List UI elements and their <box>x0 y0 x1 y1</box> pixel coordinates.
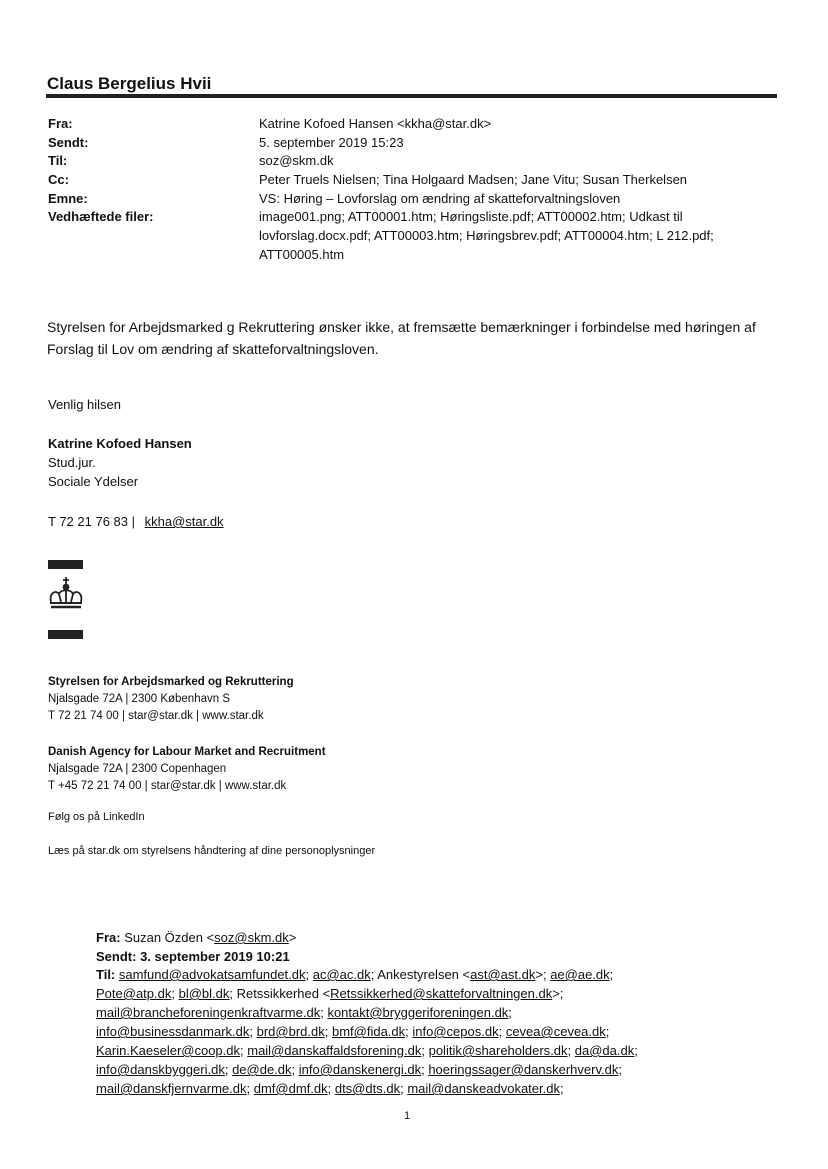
forwarded-to-label: Til: <box>96 967 119 982</box>
agency-contact-da: T 72 21 74 00 | star@star.dk | www.star.dk <box>48 710 264 722</box>
recipient-email-link[interactable]: info@cepos.dk <box>412 1024 499 1039</box>
recipient-email-link[interactable]: cevea@cevea.dk <box>505 1024 606 1039</box>
signature-title: Stud.jur. <box>48 455 96 470</box>
forwarded-to-line <box>96 1060 638 1079</box>
to-label: Til: <box>48 153 68 168</box>
forwarded-to-line <box>96 984 638 1003</box>
recipient-email-link[interactable]: mail@danskfjernvarme.dk <box>96 1081 247 1096</box>
forwarded-sent-label: Sendt: <box>96 949 137 964</box>
recipient-separator: ; <box>421 1062 429 1077</box>
logo-bar-bottom <box>48 630 83 639</box>
attachments-line-1: image001.png; ATT00001.htm; Høringsliste.pdf; ATT00002.htm; Udkast til <box>259 209 683 224</box>
cc-value: Peter Truels Nielsen; Tina Holgaard Madsen; Jane Vitu; Susan Therkelsen <box>259 172 688 187</box>
recipient-email-link[interactable]: samfund@advokatsamfundet.dk <box>118 967 306 982</box>
subject-label: Emne: <box>48 191 88 206</box>
recipient-separator: ; <box>508 1005 512 1020</box>
greeting: Venlig hilsen <box>48 397 121 412</box>
recipient-separator: ; Ankestyrelsen < <box>370 967 471 982</box>
from-value: Katrine Kofoed Hansen <kkha@star.dk> <box>259 116 492 131</box>
recipient-email-link[interactable]: Pote@atp.dk <box>96 986 172 1001</box>
recipient-separator: ; <box>324 1024 332 1039</box>
recipient-separator: >; <box>552 986 564 1001</box>
recipient-email-link[interactable]: ast@ast.dk <box>470 967 536 982</box>
signature-department: Sociale Ydelser <box>48 474 139 489</box>
recipient-email-link[interactable]: info@danskenergi.dk <box>298 1062 422 1077</box>
recipient-email-link[interactable]: info@businessdanmark.dk <box>96 1024 250 1039</box>
message-line-1: Styrelsen for Arbejdsmarked g Rekruttering ønsker ikke, at fremsætte bemærkninger i forbindelse med høringen af <box>47 319 756 335</box>
page-number: 1 <box>404 1110 411 1122</box>
forwarded-from-close: > <box>288 930 297 945</box>
agency-name-da: Styrelsen for Arbejdsmarked og Rekruttering <box>48 676 294 688</box>
recipient-separator: ; <box>567 1043 575 1058</box>
agency-address-da: Njalsgade 72A | 2300 København S <box>48 693 231 705</box>
recipient-email-link[interactable]: bmf@fida.dk <box>331 1024 406 1039</box>
recipient-email-link[interactable]: mail@brancheforeningenkraftvarme.dk <box>96 1005 321 1020</box>
attachments-line-2: lovforslag.docx.pdf; ATT00003.htm; Høringsbrev.pdf; ATT00004.htm; L 212.pdf; <box>259 228 714 243</box>
recipient-email-link[interactable]: ac@ac.dk <box>312 967 371 982</box>
recipient-separator: ; <box>240 1043 248 1058</box>
signature-contact <box>48 512 224 531</box>
attachments-label: Vedhæftede filer: <box>48 209 154 224</box>
recipient-separator: ; <box>634 1043 638 1058</box>
recipient-separator: ; <box>618 1062 622 1077</box>
recipient-email-link[interactable]: kontakt@bryggeriforeningen.dk <box>327 1005 509 1020</box>
recipient-separator: ; <box>291 1062 299 1077</box>
privacy-link[interactable]: Læs på star.dk om styrelsens håndtering af dine personoplysninger <box>48 845 376 857</box>
forwarded-from-label: Fra: <box>96 930 121 945</box>
forwarded-to-line <box>96 1079 638 1098</box>
recipient-email-link[interactable]: mail@danskaffaldsforening.dk <box>247 1043 422 1058</box>
signature-phone: T 72 21 76 83 | <box>48 514 135 529</box>
recipient-email-link[interactable]: politik@shareholders.dk <box>428 1043 568 1058</box>
recipient-email-link[interactable]: bl@bl.dk <box>178 986 230 1001</box>
forwarded-to-line <box>96 1022 638 1041</box>
recipient-email-link[interactable]: brd@brd.dk <box>256 1024 325 1039</box>
recipient-email-link[interactable]: dts@dts.dk <box>334 1081 401 1096</box>
recipient-separator: ; <box>405 1024 413 1039</box>
recipient-email-link[interactable]: info@danskbyggeri.dk <box>96 1062 225 1077</box>
signature-email-link[interactable]: kkha@star.dk <box>144 514 224 529</box>
recipient-separator: ; <box>320 1005 328 1020</box>
recipient-email-link[interactable]: Retssikkerhed@skatteforvaltningen.dk <box>330 986 553 1001</box>
from-label: Fra: <box>48 116 73 131</box>
linkedin-link[interactable]: Følg os på LinkedIn <box>48 811 145 823</box>
sent-label: Sendt: <box>48 135 89 150</box>
recipient-email-link[interactable]: hoeringssager@danskerhverv.dk <box>428 1062 619 1077</box>
recipient-separator: ; <box>171 986 179 1001</box>
recipient-separator: ; <box>609 967 614 982</box>
recipient-separator: ; <box>327 1081 335 1096</box>
forwarded-from-email-link[interactable]: soz@skm.dk <box>214 930 289 945</box>
recipient-separator: ; <box>498 1024 506 1039</box>
crown-logo-icon <box>46 576 86 610</box>
recipient-email-link[interactable]: dmf@dmf.dk <box>253 1081 328 1096</box>
forwarded-sent <box>96 947 290 966</box>
recipient-email-link[interactable]: da@da.dk <box>574 1043 635 1058</box>
sent-value: 5. september 2019 15:23 <box>259 135 404 150</box>
forwarded-to-line <box>96 1041 638 1060</box>
forwarded-to-line <box>96 1003 638 1022</box>
signature-name: Katrine Kofoed Hansen <box>48 436 192 451</box>
recipient-separator: ; <box>224 1062 233 1077</box>
recipient-email-link[interactable]: mail@danskeadvokater.dk <box>407 1081 560 1096</box>
header-rule <box>46 94 777 98</box>
cc-label: Cc: <box>48 172 69 187</box>
logo-bar-top <box>48 560 83 569</box>
recipient-separator: ; Retssikkerhed < <box>229 986 331 1001</box>
message-body <box>47 317 787 359</box>
forwarded-to-line <box>96 965 638 984</box>
forwarded-sent-value: 3. september 2019 10:21 <box>140 949 290 964</box>
recipient-separator: ; <box>400 1081 408 1096</box>
forwarded-to-block <box>96 965 638 1098</box>
recipient-separator: >; <box>535 967 551 982</box>
to-value: soz@skm.dk <box>259 153 334 168</box>
agency-address-en: Njalsgade 72A | 2300 Copenhagen <box>48 763 227 775</box>
recipient-email-link[interactable]: ae@ae.dk <box>550 967 610 982</box>
document-owner-name: Claus Bergelius Hvii <box>47 74 212 93</box>
forwarded-from-name: Suzan Özden < <box>124 930 215 945</box>
recipient-separator: ; <box>559 1081 564 1096</box>
message-line-2: Forslag til Lov om ændring af skatteforvaltningsloven. <box>47 341 379 357</box>
recipient-separator: ; <box>246 1081 254 1096</box>
forwarded-to-lines <box>96 965 638 1098</box>
forwarded-from <box>96 928 296 947</box>
recipient-email-link[interactable]: de@de.dk <box>232 1062 292 1077</box>
agency-name-en: Danish Agency for Labour Market and Recruitment <box>48 746 326 758</box>
attachments-line-3: ATT00005.htm <box>259 247 345 262</box>
recipient-separator: ; <box>605 1024 610 1039</box>
recipient-separator: ; <box>305 967 313 982</box>
agency-contact-en: T +45 72 21 74 00 | star@star.dk | www.star.dk <box>48 780 287 792</box>
subject-value: VS: Høring – Lovforslag om ændring af skatteforvaltningsloven <box>259 191 621 206</box>
recipient-separator: ; <box>249 1024 257 1039</box>
recipient-separator: ; <box>421 1043 429 1058</box>
recipient-email-link[interactable]: Karin.Kaeseler@coop.dk <box>96 1043 240 1058</box>
